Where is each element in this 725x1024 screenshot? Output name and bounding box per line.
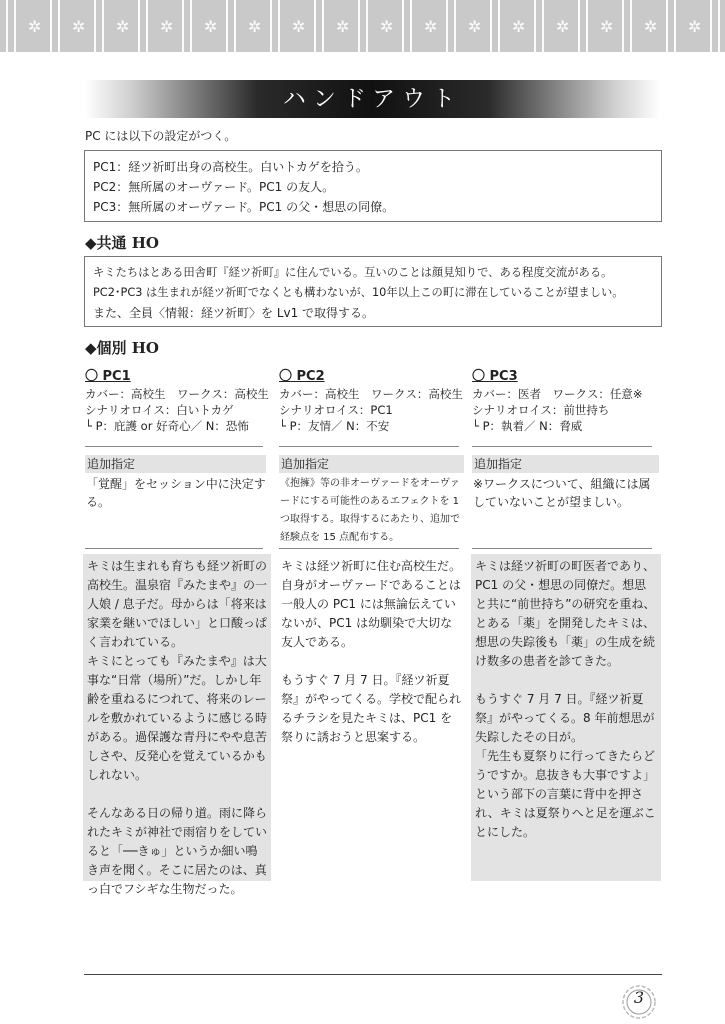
paragraph-gap xyxy=(87,785,267,804)
divider xyxy=(279,446,459,447)
pc3-cover: カバー：医者 ワークス：任意※ xyxy=(472,387,643,401)
pc1-scenario-lois: シナリオロイス：白いトカゲ xyxy=(85,403,234,417)
footer-rule xyxy=(84,974,662,975)
pc3-story xyxy=(471,554,661,881)
header-ornament-band xyxy=(0,0,725,52)
pc3-extra-label: 追加指定 xyxy=(472,455,659,473)
svg-text:✲: ✲ xyxy=(28,17,42,36)
pc-summary-box xyxy=(84,150,662,222)
pc1-header xyxy=(85,368,275,434)
pc3-title: 〇 PC3 xyxy=(472,369,518,384)
divider xyxy=(472,548,652,549)
ornament-pattern xyxy=(0,0,725,52)
common-ho-box xyxy=(84,256,662,327)
svg-text:✲: ✲ xyxy=(116,17,130,36)
pc3-header xyxy=(472,368,662,434)
svg-text:✲: ✲ xyxy=(688,17,702,36)
pc2-extra-text: 《抱擁》等の非オーヴァードをオーヴァードにする可能性のあるエフェクトを 1 つ取得する。取得するにあたり、追加で経験点を 15 点配布する。 xyxy=(280,478,460,543)
divider xyxy=(472,446,652,447)
pc1-story xyxy=(83,554,271,896)
pc2-title: 〇 PC2 xyxy=(279,369,325,384)
individual-ho-heading: ◆個別 HO xyxy=(85,339,159,357)
paragraph-gap xyxy=(281,652,462,671)
common-ho-line: PC2･PC3 は生まれが経ツ祈町でなくとも構わないが、10年以上この町に滞在していることが望ましい。 xyxy=(93,286,624,299)
svg-text:✲: ✲ xyxy=(556,17,570,36)
svg-text:✲: ✲ xyxy=(600,17,614,36)
pc1-title: 〇 PC1 xyxy=(85,369,131,384)
pc2-story-paragraph: キミは経ツ祈町に住む高校生だ。自身がオーヴァードであることは一般人の PC1 には無論伝えていないが、PC1 は幼馴染で大切な友人である。 xyxy=(281,559,462,649)
pc2-header xyxy=(279,368,469,434)
svg-text:✲: ✲ xyxy=(468,17,482,36)
svg-text:✲: ✲ xyxy=(160,17,174,36)
svg-text:✲: ✲ xyxy=(248,17,262,36)
divider xyxy=(85,446,263,447)
svg-text:✲: ✲ xyxy=(424,17,438,36)
pc3-story-paragraph: もうすぐ 7 月 7 日。『経ツ祈夏祭』がやってくる。8 年前想思が失踪したその日が。 xyxy=(475,692,655,744)
paragraph-gap xyxy=(475,671,657,690)
pc-summary-line: PC1：経ツ祈町出身の高校生。白いトカゲを拾う。 xyxy=(93,160,368,174)
svg-text:✲: ✲ xyxy=(72,17,86,36)
pc-summary-line: PC2：無所属のオーヴァード。PC1 の友人。 xyxy=(93,180,335,194)
pc2-story xyxy=(277,554,466,881)
common-ho-line: また、全員〈情報：経ツ祈町〉を Lv1 で取得する。 xyxy=(93,306,375,320)
pc3-lois-emotion: └ P：執着／ N：脅威 xyxy=(472,419,583,433)
svg-text:✲: ✲ xyxy=(512,17,526,36)
svg-text:✲: ✲ xyxy=(380,17,394,36)
pc1-extra-label: 追加指定 xyxy=(85,455,266,473)
pc3-extra-text: ※ワークスについて、組織には属していないことが望ましい。 xyxy=(473,477,651,509)
pc1-story-paragraph: そんなある日の帰り道。雨に降られたキミが神社で雨宿りをしていると「──きゅ」というか細い鳴き声を聞く。そこに居たのは、真っ白でフシギな生物だった。 xyxy=(87,806,268,896)
title-bar xyxy=(85,80,660,118)
pc2-extra-label: 追加指定 xyxy=(279,455,464,473)
svg-text:✲: ✲ xyxy=(644,17,658,36)
common-ho-line: キミたちはとある田舎町『経ツ祈町』に住んでいる。互いのことは顔見知りで、ある程度交流がある。 xyxy=(93,266,613,279)
pc1-extra-text: 「覚醒」をセッション中に決定する。 xyxy=(86,477,266,509)
svg-text:✲: ✲ xyxy=(336,17,350,36)
pc2-lois-emotion: └ P：友情／ N：不安 xyxy=(279,419,390,433)
pc1-lois-emotion: └ P：庇護 or 好奇心／ N：恐怖 xyxy=(85,419,249,433)
pc-summary-line: PC3：無所属のオーヴァード。PC1 の父・想思の同僚。 xyxy=(93,200,395,214)
pc1-story-paragraph: キミにとっても『みたまや』は大事な“日常（場所）”だ。しかし年齢を重ねるにつれて、将来のレールを敷かれているように感じる時がある。過保護な青丹にやや息苦しさや、反発心を覚えているかもしれない。 xyxy=(87,654,268,782)
pc1-cover: カバー：高校生 ワークス：高校生 xyxy=(85,387,269,401)
pc2-story-paragraph: もうすぐ 7 月 7 日。『経ツ祈夏祭』がやってくる。学校で配られるチラシを見たキミは、PC1 を祭りに誘おうと思案する。 xyxy=(281,673,462,744)
intro-text: PC には以下の設定がつく。 xyxy=(85,129,237,143)
pc1-story-paragraph: キミは生まれも育ちも経ツ祈町の高校生。温泉宿『みたまや』の一人娘 / 息子だ。母からは「将来は家業を継いでほしい」と口酸っぱく言われている。 xyxy=(87,559,268,649)
pc3-scenario-lois: シナリオロイス：前世持ち xyxy=(472,403,610,417)
pc2-scenario-lois: シナリオロイス：PC1 xyxy=(279,403,393,417)
divider xyxy=(279,548,459,549)
pc3-story-paragraph: 「先生も夏祭りに行ってきたらどうですか。息抜きも大事ですよ」という部下の言葉に背中を押され、キミは夏祭りへと足を運ぶことにした。 xyxy=(475,749,656,839)
pc2-cover: カバー：高校生 ワークス：高校生 xyxy=(279,387,463,401)
pc3-story-paragraph: キミは経ツ祈町の町医者であり、PC1 の父・想思の同僚だ。想思と共に“前世持ち”の研究を重ね、とある「薬」を開発したキミは、想思の失踪後も「薬」の生成を続け数多の患者を診てきた。 xyxy=(475,559,656,668)
page-number: 3 xyxy=(633,988,645,1007)
svg-text:✲: ✲ xyxy=(204,17,218,36)
common-ho-heading: ◆共通 HO xyxy=(85,234,159,252)
svg-text:✲: ✲ xyxy=(292,17,306,36)
divider xyxy=(85,548,263,549)
page-title: ハンドアウト xyxy=(282,86,463,112)
